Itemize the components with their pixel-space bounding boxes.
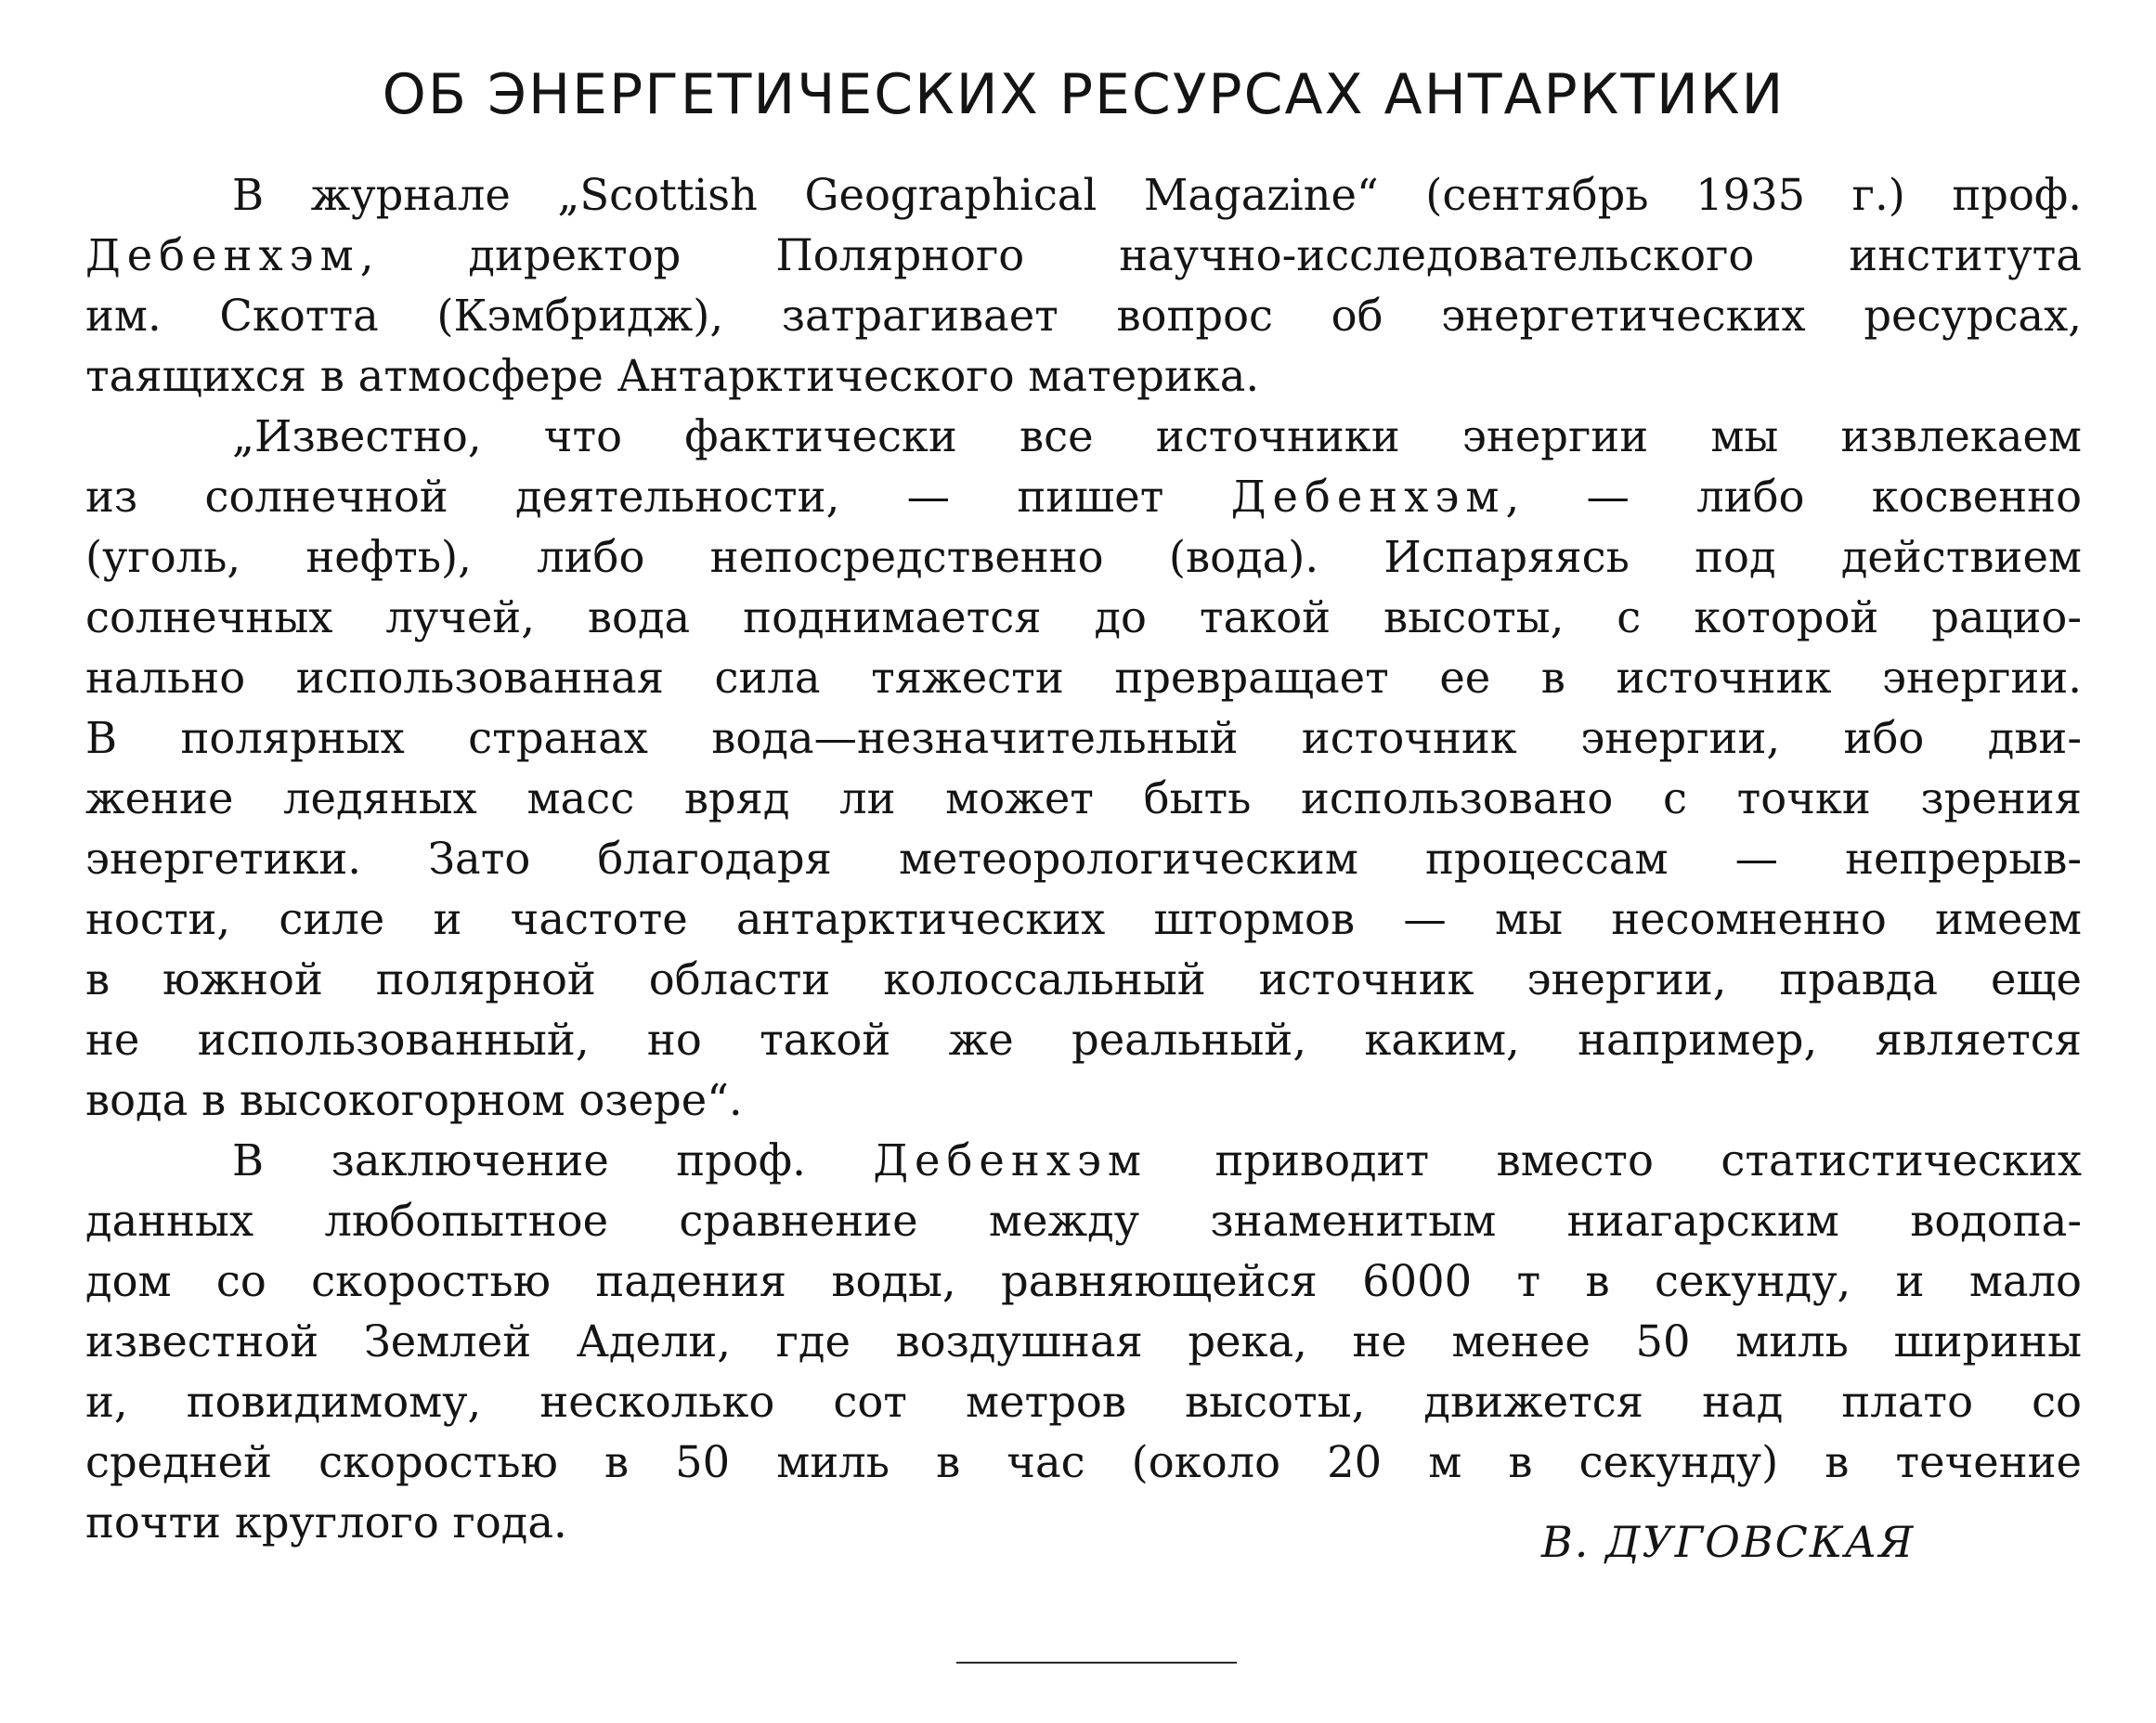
text-fragment: приводит вместо статистических — [1148, 1135, 2082, 1185]
paragraph-2 — [85, 407, 2082, 1131]
article-title: ОБ ЭНЕРГЕТИЧЕСКИХ РЕСУРСАХ АНТАРКТИКИ — [382, 62, 1786, 127]
text-line — [85, 1131, 2082, 1191]
article-body — [85, 165, 2082, 1553]
text-line: жение ледяных масс вряд ли может быть использовано с точки зрения — [85, 773, 2082, 823]
paragraph-1 — [85, 165, 2082, 407]
author-name-spaced: Дебенхэм — [85, 230, 360, 280]
text-line: энергетики. Зато благодаря метеорологическим процессам — непрерыв- — [85, 834, 2082, 884]
paragraph-3 — [85, 1131, 2082, 1553]
text-line: средней скоростью в 50 миль в час (около 20 м в секунду) в течение — [85, 1437, 2082, 1487]
author-name-spaced: Дебенхэм — [1230, 472, 1506, 522]
text-line: и, повидимому, несколько сот метров высоты, движется над плато со — [85, 1377, 2082, 1427]
text-line — [85, 467, 2082, 527]
text-fragment: , директор Полярного научно-исследовательского института — [359, 230, 2082, 280]
text-fragment: , — либо косвенно — [1505, 472, 2082, 522]
text-line: вода в высокогорном озере“. — [85, 1075, 743, 1125]
text-line: данных любопытное сравнение между знаменитым ниагарским водопа- — [85, 1196, 2082, 1246]
text-line: им. Скотта (Кэмбридж), затрагивает вопрос об энергетических ресурсах, — [85, 291, 2082, 341]
text-fragment: В заключение проф. — [232, 1135, 806, 1185]
text-line: таящихся в атмосфере Антарктического материка. — [85, 351, 1260, 401]
text-line — [85, 226, 2082, 286]
author-name-spaced: Дебенхэм — [873, 1135, 1149, 1185]
article — [85, 58, 2082, 1553]
text-line: (уголь, нефть), либо непосредственно (вода). Испаряясь под действием — [85, 532, 2082, 582]
text-line: в южной полярной области колоссальный источник энергии, правда еще — [85, 954, 2082, 1004]
text-line: известной Землей Адели, где воздушная река, не менее 50 миль ширины — [85, 1316, 2082, 1367]
text-line: В журнале „Scottish Geographical Magazine“ (сентябрь 1935 г.) проф. — [232, 170, 2082, 220]
author-signature: В. ДУГОВСКАЯ — [1541, 1517, 1916, 1567]
text-line: В полярных странах вода—незначительный источник энергии, ибо дви- — [85, 713, 2082, 763]
text-fragment: из солнечной деятельности, — пишет — [85, 472, 1164, 522]
text-line: нально использованная сила тяжести превращает ее в источник энергии. — [85, 653, 2082, 703]
text-line: ности, силе и частоте антарктических штормов — мы несомненно имеем — [85, 894, 2082, 944]
section-divider — [956, 1662, 1237, 1664]
text-line: „Известно, что фактически все источники энергии мы извлекаем — [232, 411, 2082, 461]
text-line: дом со скоростью падения воды, равняющейся 6000 т в секунду, и мало — [85, 1256, 2082, 1306]
text-line: почти круглого года. — [85, 1497, 567, 1548]
text-line: солнечных лучей, вода поднимается до такой высоты, с которой рацио- — [85, 592, 2082, 642]
text-line: не использованный, но такой же реальный, каким, например, является — [85, 1015, 2082, 1065]
